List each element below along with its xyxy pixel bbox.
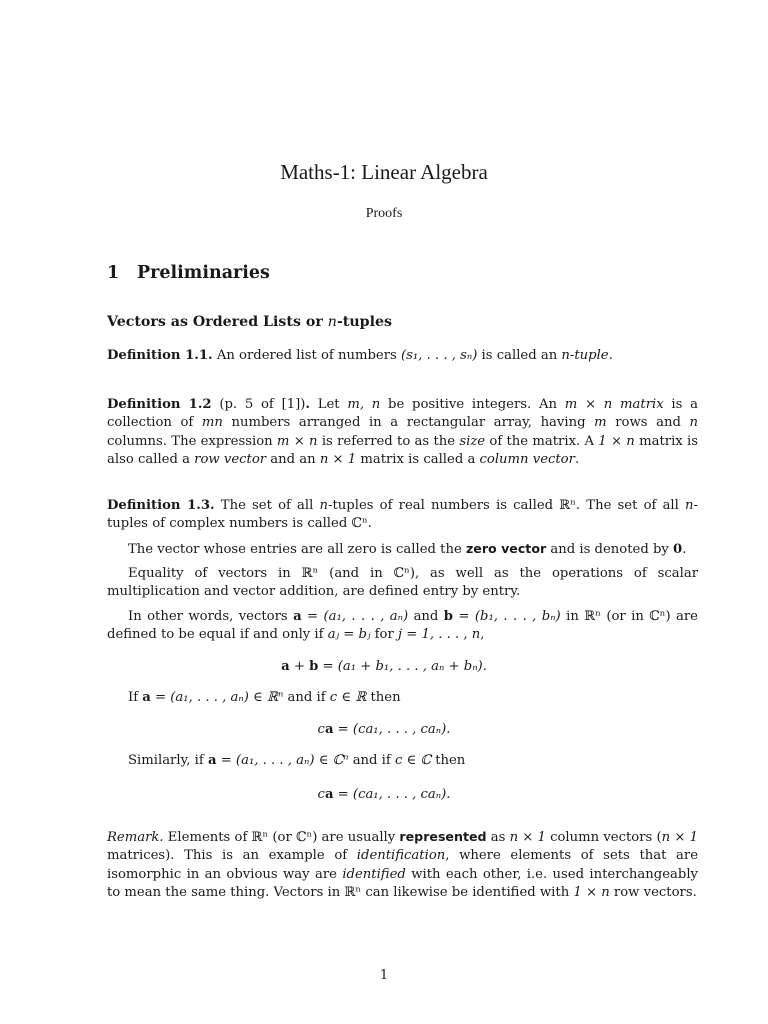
zero-vector-paragraph: The vector whose entries are all zero is called the zero vector and is denoted by 0. xyxy=(128,541,687,557)
definition-1-3: Definition 1.3. The set of all n-tuples of real numbers is called ℝⁿ. The set of all n-tuples of complex numbers is called ℂⁿ. xyxy=(107,498,698,532)
section-number: 1 xyxy=(107,263,120,283)
document-title: Maths-1: Linear Algebra xyxy=(280,160,488,184)
document-subtitle: Proofs xyxy=(365,206,403,221)
definition-label: Definition 1.3. xyxy=(107,498,215,513)
page-number: 1 xyxy=(379,968,389,983)
vector-sum-equation: a + b = (a₁ + b₁, . . . , aₙ + bₙ). xyxy=(281,659,487,674)
subsection-heading: Vectors as Ordered Lists or n-tuples xyxy=(107,314,392,330)
section-title: Preliminaries xyxy=(137,263,270,283)
definition-label: Definition 1.2 xyxy=(107,397,212,412)
remark-paragraph: Remark. Elements of ℝⁿ (or ℂⁿ) are usually represented as n × 1 column vectors (n × 1 matrices). This is an example of identification, where elements of sets that are isomorphic in an obvious way are identified with each other, i.e. used interchangeably to mean the same thing. Vectors in ℝⁿ can likewise be identified with 1 × n row vectors. xyxy=(107,829,698,900)
definition-label: Definition 1.1. xyxy=(107,348,213,363)
real-scalar-paragraph: If a = (a₁, . . . , aₙ) ∈ ℝⁿ and if c ∈ ℝ then xyxy=(128,690,401,705)
equality-paragraph: Equality of vectors in ℝⁿ (and in ℂⁿ), as well as the operations of scalar multiplication and vector addition, are defined entry by entry. xyxy=(107,566,699,600)
definition-1-1: Definition 1.1. An ordered list of numbers (s₁, . . . , sₙ) is called an n-tuple. xyxy=(107,348,613,363)
other-words-paragraph: In other words, vectors a = (a₁, . . . , aₙ) and b = (b₁, . . . , bₙ) in ℝⁿ (or in ℂⁿ) are defined to be equal if and only if aⱼ = bⱼ for j = 1, . . . , n, xyxy=(107,609,698,643)
definition-1-2: Definition 1.2 (p. 5 of [1]). Let m, n be positive integers. An m × n matrix is a collection of mn numbers arranged in a rectangular array, having m rows and n columns. The expression m × n is referred to as the size of the matrix. A 1 × n matrix is also called a row vector and an n × 1 matrix is called a column vector. xyxy=(107,397,698,467)
real-scalar-equation: ca = (ca₁, . . . , caₙ). xyxy=(317,722,451,737)
section-heading xyxy=(107,262,698,284)
remark-label: Remark. xyxy=(107,830,164,845)
complex-scalar-equation: ca = (ca₁, . . . , caₙ). xyxy=(317,787,451,802)
complex-scalar-paragraph: Similarly, if a = (a₁, . . . , aₙ) ∈ ℂⁿ and if c ∈ ℂ then xyxy=(128,753,466,768)
